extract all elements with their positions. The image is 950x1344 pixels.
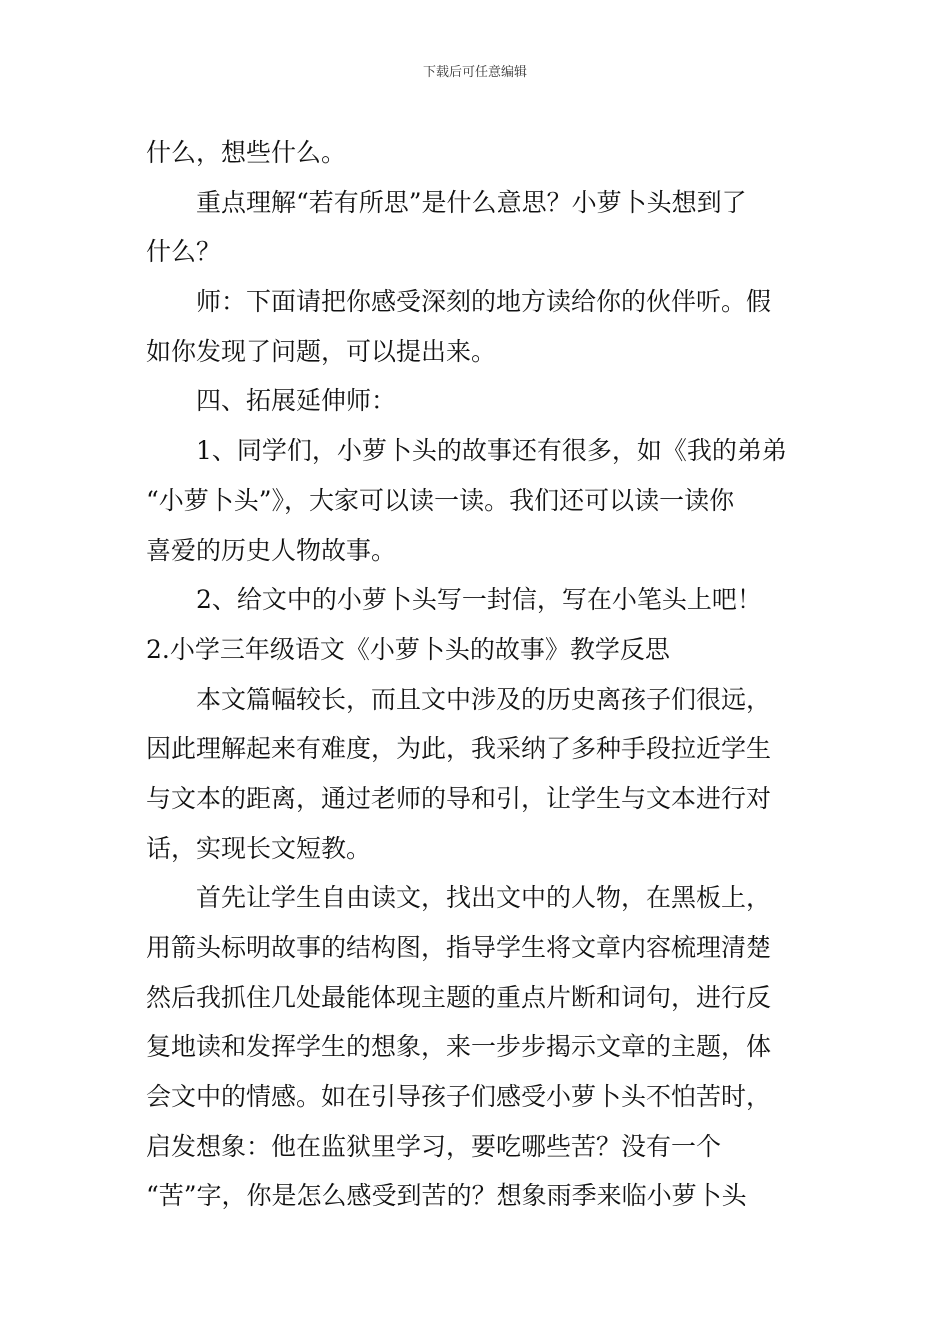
document-body — [146, 128, 810, 1221]
text-line: 与文本的距离，通过老师的导和引，让学生与文本进行对 — [146, 783, 772, 813]
text-line: 什么？ — [146, 237, 222, 267]
text-line: 2、给文中的小萝卜头写一封信，写在小笔头上吧！ — [196, 585, 762, 615]
text-line: “苦”字，你是怎么感受到苦的？想象雨季来临小萝卜头 — [146, 1181, 747, 1211]
text-line: 因此理解起来有难度，为此，我采纳了多种手段拉近学生 — [146, 734, 772, 764]
text-line: 如你发现了问题，可以提出来。 — [146, 336, 497, 366]
text-line: 然后我抓住几处最能体现主题的重点片断和词句，进行反 — [146, 982, 772, 1012]
text-line: 重点理解“若有所思”是什么意思？小萝卜头想到了 — [196, 187, 747, 217]
text-line: 话，实现长文短教。 — [146, 833, 372, 863]
text-line: 喜爱的历史人物故事。 — [146, 535, 397, 565]
text-line: 首先让学生自由读文，找出文中的人物，在黑板上， — [196, 883, 772, 913]
text-line: 本文篇幅较长，而且文中涉及的历史离孩子们很远， — [196, 684, 772, 714]
text-line: 用箭头标明故事的结构图，指导学生将文章内容梳理清楚 — [146, 933, 772, 962]
text-line: 师：下面请把你感受深刻的地方读给你的伙伴听。假 — [196, 287, 772, 317]
text-line: 1、同学们，小萝卜头的故事还有很多，如《我的弟弟 — [196, 436, 787, 466]
article-title: 2.小学三年级语文《小萝卜头的故事》教学反思 — [146, 634, 670, 664]
text-line: 会文中的情感。如在引导孩子们感受小萝卜头不怕苦时， — [146, 1082, 772, 1112]
text-line: 什么，想些什么。 — [146, 138, 347, 167]
text-line: “小萝卜头”》，大家可以读一读。我们还可以读一读你 — [146, 485, 735, 515]
page-header: 下载后可任意编辑 — [422, 65, 527, 80]
section-heading: 四、拓展延伸师： — [196, 386, 397, 416]
text-line: 启发想象：他在监狱里学习，要吃哪些苦？没有一个 — [146, 1131, 722, 1161]
text-line: 复地读和发挥学生的想象，来一步步揭示文章的主题，体 — [146, 1032, 772, 1062]
